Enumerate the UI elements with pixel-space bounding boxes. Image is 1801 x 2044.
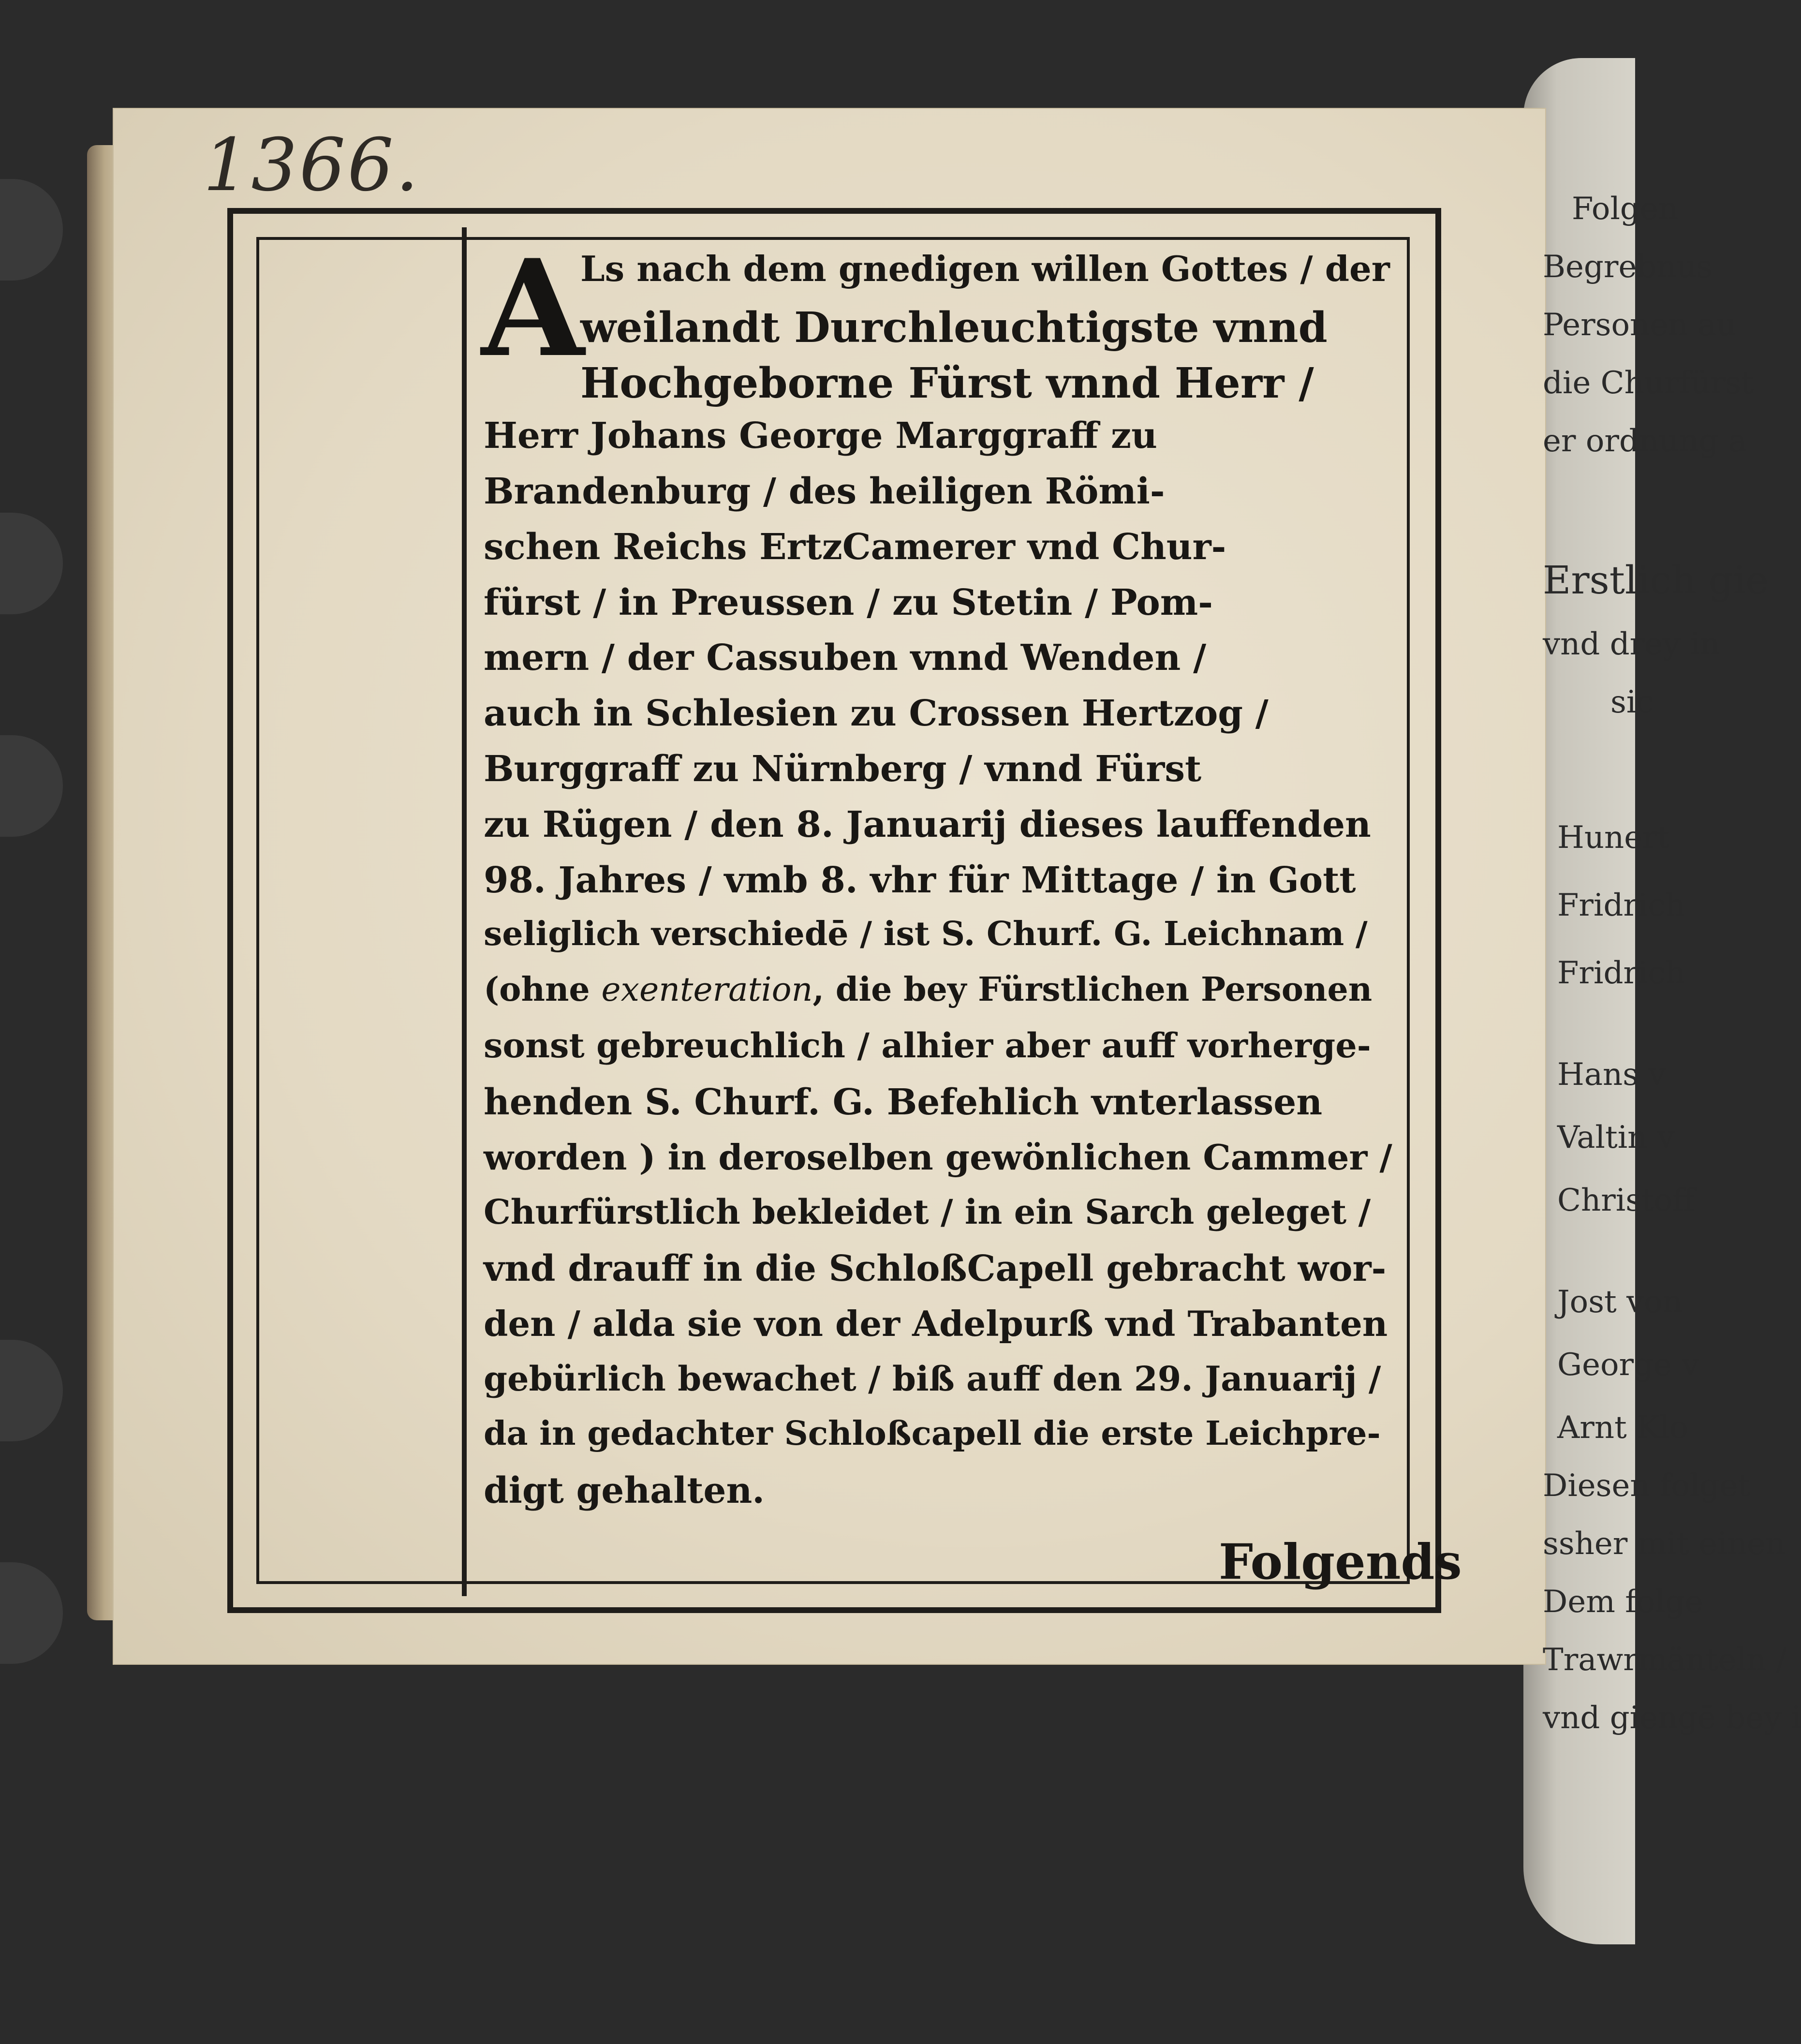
text-line: (ohne exenteration, die bey Fürstlichen Personen (484, 970, 1373, 1009)
text-line: den / alda sie von der Adelpurß vnd Trabanten (484, 1303, 1388, 1344)
facing-line: Begrebnus (1543, 249, 1712, 285)
text-line: auch in Schlesien zu Crossen Hertzog / (484, 693, 1269, 734)
text-line: sonst gebreuchlich / alhier aber auff vorherge- (484, 1025, 1371, 1066)
scanner-clamp (0, 735, 63, 837)
facing-line: Dem folge (1543, 1584, 1703, 1620)
facing-line: vnd giengē bey i (1543, 1700, 1801, 1736)
text-line: gebürlich bewachet / biß auff den 29. Januarij / (484, 1359, 1381, 1399)
facing-line: sic (1610, 684, 1654, 720)
text-line: mern / der Cassuben vnnd Wenden / (484, 637, 1207, 679)
catchword: Folgends (1219, 1533, 1462, 1590)
text-line: schen Reichs ErtzCamerer vnd Chur- (484, 526, 1226, 568)
text-line: worden ) in deroselben gewönlichen Cammer / (484, 1137, 1392, 1178)
facing-line: Jost von (1557, 1284, 1683, 1320)
text-line: Brandenburg / des heiligen Römi- (484, 471, 1165, 512)
text-line: da in gedachter Schloßcapell die erste Leichpre- (484, 1414, 1381, 1453)
facing-line: die Churfürst (1543, 365, 1754, 401)
text-line: henden S. Churf. G. Befehlich vnterlassen (484, 1081, 1323, 1123)
facing-line: Hans v (1557, 1057, 1666, 1093)
facing-line: er ordnung a (1543, 423, 1747, 459)
scanner-clamp (0, 513, 63, 614)
facing-line: Arnt Klo (1557, 1410, 1688, 1446)
scanner-clamp (0, 179, 63, 281)
text-line: Burggraff zu Nürnberg / vnnd Fürst (484, 748, 1202, 790)
text-line: fürst / in Preussen / zu Stetin / Pom- (484, 582, 1213, 623)
facing-line: Diesen folget (1543, 1468, 1751, 1504)
text-line: zu Rügen / den 8. Januarij dieses lauffenden (484, 804, 1371, 845)
text-line: weilandt Durchleuchtigste vnnd (580, 303, 1328, 352)
text-line: 98. Jahres / vmb 8. vhr für Mittage / in Gott (484, 859, 1356, 901)
text-line: Churfürstlich bekleidet / in ein Sarch geleget / (484, 1192, 1371, 1232)
facing-line: Fridrich (1557, 955, 1685, 991)
facing-line: George v (1557, 1347, 1699, 1383)
drop-cap-initial: A (481, 230, 585, 386)
margin-rule (462, 227, 467, 1596)
text-line: Ls nach dem gnedigen willen Gottes / der (580, 248, 1390, 289)
facing-line: Personen au (1543, 307, 1737, 343)
folio-number: 1366. (203, 123, 421, 207)
facing-line: Valtin v (1557, 1120, 1675, 1155)
facing-line: Christoff (1557, 1183, 1695, 1218)
text-line: vnd drauff in die SchloßCapell gebracht wor- (484, 1248, 1387, 1289)
text-line: seliglich verschiedē / ist S. Churf. G. Leichnam / (484, 915, 1368, 953)
text-line: Herr Johans George Marggraff zu (484, 415, 1157, 457)
facing-line: ssher mit einen (1543, 1526, 1786, 1562)
facing-line: vnd drey in (1543, 626, 1720, 662)
facing-line: Folgen (1572, 191, 1678, 227)
facing-line: Trawrmänteln / (1543, 1642, 1787, 1678)
latin-term: exenteration (601, 971, 813, 1009)
facing-line: Fridrich (1557, 888, 1685, 923)
scanner-clamp (0, 1562, 63, 1664)
text-line: digt gehalten. (484, 1470, 765, 1511)
facing-line: Hunert (1557, 820, 1670, 856)
facing-line: Erstlich gie (1543, 558, 1769, 603)
scanner-clamp (0, 1340, 63, 1441)
text-line: Hochgeborne Fürst vnnd Herr / (580, 359, 1314, 408)
